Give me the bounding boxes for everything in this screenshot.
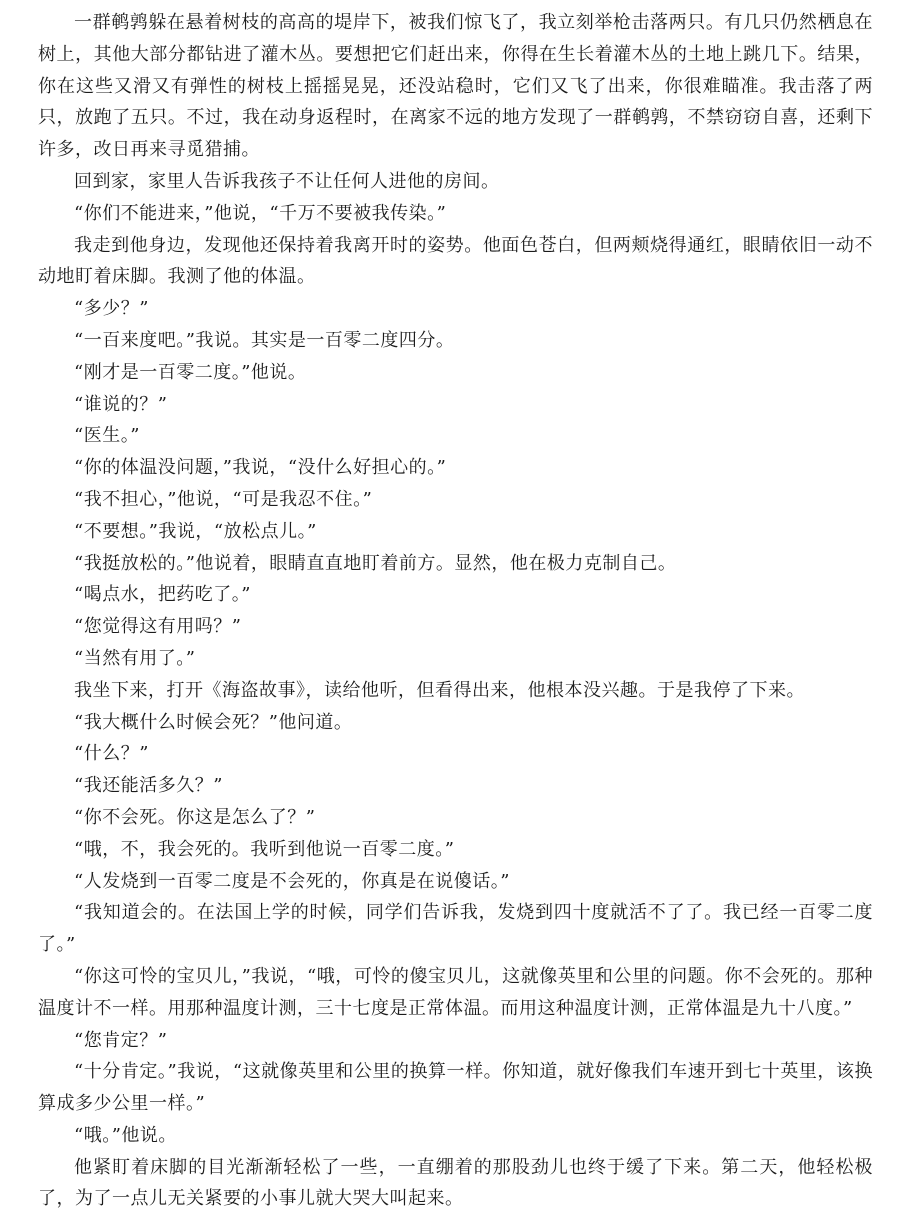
paragraph: “您觉得这有用吗？” [74, 616, 242, 638]
paragraph: 一群鹌鹑躲在悬着树枝的高高的堤岸下，被我们惊飞了，我立刻举枪击落两只。有几只仍然栖息在树上，其他大部分都钻进了灌木丛。要想把它们赶出来，你得在生长着灌木丛的土地上跳几下。结果，你在这些又滑又有弹性的树枝上摇摇晃晃，还没站稳时，它们又飞了出来，你很难瞄准。我击落了两只，放跑了五只。不过，我在动身返程时，在离家不远的地方发现了一群鹌鹑，不禁窃窃自喜，还剩下许多，改日再来寻觅猎捕。 [38, 12, 873, 161]
paragraph: “十分肯定。”我说，“这就像英里和公里的换算一样。你知道，就好像我们车速开到七十英里，该换算成多少公里一样。” [38, 1061, 873, 1115]
paragraph: 我走到他身边，发现他还保持着我离开时的姿势。他面色苍白，但两颊烧得通红，眼睛依旧一动不动地盯着床脚。我测了他的体温。 [38, 234, 873, 288]
paragraph: “我挺放松的。”他说着，眼睛直直地盯着前方。显然，他在极力克制自己。 [74, 552, 677, 574]
paragraph: “刚才是一百零二度。”他说。 [74, 361, 307, 383]
paragraph: “哦。”他说。 [74, 1124, 177, 1146]
paragraph: “你们不能进来，”他说，“千万不要被我传染。” [74, 202, 447, 224]
paragraph: “医生。” [74, 425, 140, 447]
paragraph: 回到家，家里人告诉我孩子不让任何人进他的房间。 [74, 170, 500, 192]
paragraph: “不要想。”我说，“放松点儿。” [74, 520, 317, 542]
paragraph: “我知道会的。在法国上学的时候，同学们告诉我，发烧到四十度就活不了了。我已经一百零二度了。” [38, 902, 873, 956]
paragraph: “你不会死。你这是怎么了？” [74, 806, 316, 828]
document-text-body [38, 7, 873, 1215]
paragraph: “什么？” [74, 743, 149, 765]
paragraph: “你这可怜的宝贝儿，”我说，“哦，可怜的傻宝贝儿，这就像英里和公里的问题。你不会死的。那种温度计不一样。用那种温度计测，三十七度是正常体温。而用这种温度计测，正常体温是九十八度。” [38, 965, 873, 1019]
paragraph: “哦，不，我会死的。我听到他说一百零二度。” [74, 838, 455, 860]
paragraph: “人发烧到一百零二度是不会死的，你真是在说傻话。” [74, 870, 510, 892]
paragraph: “我大概什么时候会死？”他问道。 [74, 711, 353, 733]
paragraph: “谁说的？” [74, 393, 168, 415]
paragraph: “当然有用了。” [74, 647, 196, 669]
paragraph: “你的体温没问题，”我说，“没什么好担心的。” [74, 457, 447, 479]
paragraph: “喝点水，把药吃了。” [74, 584, 251, 606]
paragraph: 他紧盯着床脚的目光渐渐轻松了一些，一直绷着的那股劲儿也终于缓了下来。第二天，他轻松极了，为了一点儿无关紧要的小事儿就大哭大叫起来。 [38, 1156, 873, 1210]
paragraph: “多少？” [74, 298, 149, 320]
paragraph: 我坐下来，打开《海盗故事》，读给他听，但看得出来，他根本没兴趣。于是我停了下来。 [74, 679, 805, 701]
paragraph: “您肯定？” [74, 1029, 168, 1051]
paragraph: “一百来度吧。”我说。其实是一百零二度四分。 [74, 329, 455, 351]
paragraph: “我不担心，”他说，“可是我忍不住。” [74, 488, 373, 510]
paragraph: “我还能活多久？” [74, 775, 223, 797]
